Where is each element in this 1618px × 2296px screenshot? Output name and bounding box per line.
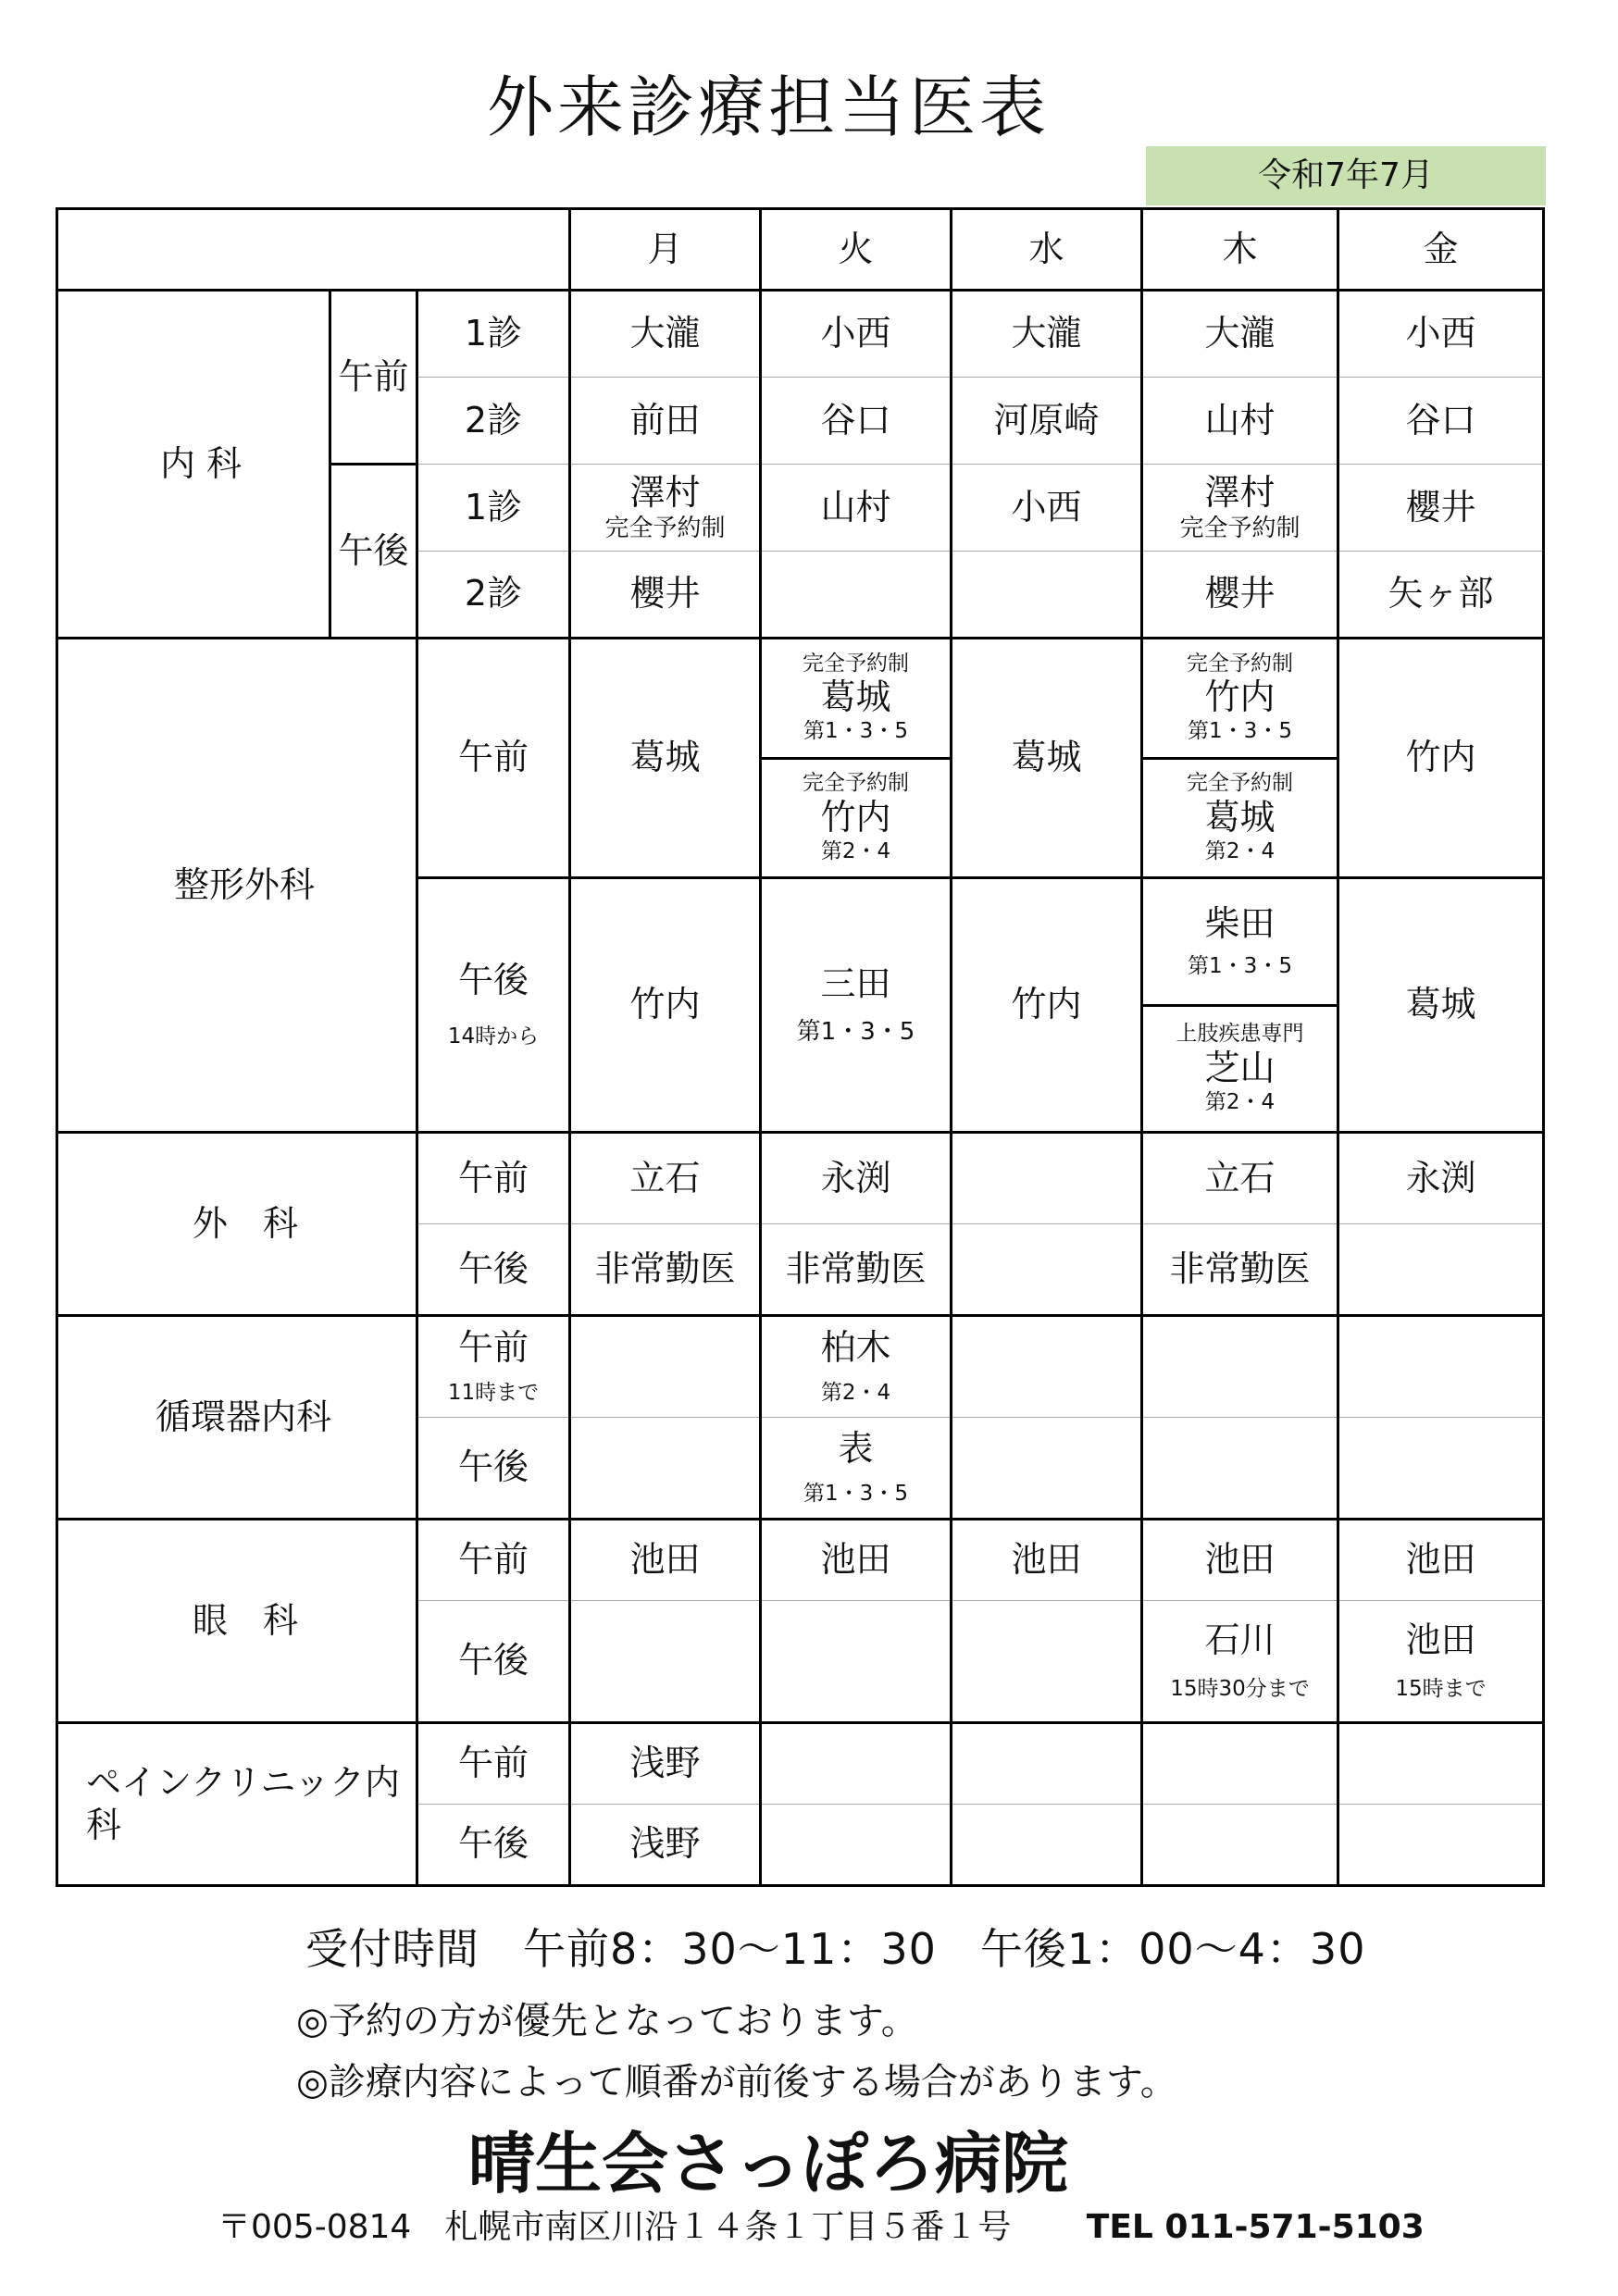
ganka-am-row (57, 1520, 1544, 1601)
naika-pm1-wed: 小西 (952, 465, 1142, 552)
week-note: 第1・3・5 (796, 1018, 915, 1047)
pain-am-label: 午前 (417, 1723, 570, 1805)
period-label: 午前 (457, 1327, 529, 1369)
seikei-am-tue (761, 639, 952, 878)
telephone[interactable]: TEL 011-571-5103 (1086, 2208, 1425, 2246)
reservation-note: 完全予約制 (604, 514, 726, 542)
geka-am-thu: 立石 (1142, 1133, 1338, 1224)
hospital-name: 晴生会さっぽろ病院 (467, 2125, 1068, 2203)
pain-pm-thu (1142, 1805, 1338, 1886)
naika-am1-wed: 大瀧 (952, 291, 1142, 378)
pain-am-thu (1142, 1723, 1338, 1805)
naika-am1-mon: 大瀧 (570, 291, 761, 378)
seikei-pm-fri: 葛城 (1338, 878, 1544, 1133)
doctor-name: 三田 (820, 962, 891, 1004)
naika-pm2-tue (761, 552, 952, 639)
doctor-name: 柏木 (820, 1327, 891, 1369)
dept-geka: 外 科 (57, 1133, 417, 1316)
naika-am2-mon: 前田 (570, 378, 761, 465)
junkan-am-tue (761, 1316, 952, 1418)
reservation-note: 完全予約制 (1187, 651, 1293, 676)
doctor-name: 池田 (1405, 1620, 1476, 1661)
time-note: 14時から (447, 1024, 540, 1049)
naika-slot1-pm: 1診 (417, 465, 570, 552)
note-order: ◎診療内容によって順番が前後する場合があります。 (296, 2061, 1177, 2104)
ganka-pm-label: 午後 (417, 1601, 570, 1723)
geka-pm-wed (952, 1224, 1142, 1316)
geka-pm-fri (1338, 1224, 1544, 1316)
naika-pm2-fri: 矢ヶ部 (1338, 552, 1544, 639)
page-title: 外来診療担当医表 (486, 68, 1050, 146)
day-wed: 水 (952, 209, 1142, 291)
seikei-am-wed: 葛城 (952, 639, 1142, 878)
pain-am-fri (1338, 1723, 1544, 1805)
ganka-am-tue: 池田 (761, 1520, 952, 1601)
time-note: 15時30分まで (1170, 1677, 1310, 1701)
naika-pm1-thu (1142, 465, 1338, 552)
reservation-note: 完全予約制 (803, 771, 909, 796)
doctor-name: 柴田 (1204, 902, 1276, 944)
day-mon: 月 (570, 209, 761, 291)
junkan-am-wed (952, 1316, 1142, 1418)
date-badge: 令和7年7月 (1146, 146, 1546, 205)
reservation-note: 完全予約制 (803, 651, 909, 676)
doctor-name: 表 (838, 1428, 874, 1470)
ganka-am-wed: 池田 (952, 1520, 1142, 1601)
address: 〒005-0814 札幌市南区川沿１４条１丁目５番１号 (218, 2208, 1012, 2246)
seikei-pm-mon: 竹内 (570, 878, 761, 1133)
naika-am2-fri: 谷口 (1338, 378, 1544, 465)
header-corner (57, 209, 570, 291)
seikei-pm-wed: 竹内 (952, 878, 1142, 1133)
geka-am-label: 午前 (417, 1133, 570, 1224)
naika-pm1-mon (570, 465, 761, 552)
naika-pm1-tue: 山村 (761, 465, 952, 552)
time-note: 11時まで (447, 1381, 540, 1405)
specialty-note: 上肢疾患専門 (1176, 1022, 1304, 1047)
geka-am-tue: 永渕 (761, 1133, 952, 1224)
junkan-pm-tue (761, 1418, 952, 1520)
geka-am-mon: 立石 (570, 1133, 761, 1224)
geka-pm-tue: 非常勤医 (761, 1224, 952, 1316)
week-note: 第2・4 (1204, 1089, 1276, 1114)
geka-am-row (57, 1133, 1544, 1224)
junkan-pm-label: 午後 (417, 1418, 570, 1520)
ganka-am-thu: 池田 (1142, 1520, 1338, 1601)
week-note: 第1・3・5 (803, 1482, 908, 1506)
doctor-name: 葛城 (1204, 796, 1276, 838)
pain-pm-wed (952, 1805, 1142, 1886)
pain-am-wed (952, 1723, 1142, 1805)
doctor-name: 澤村 (1204, 472, 1276, 514)
week-note: 第2・4 (820, 1381, 891, 1405)
naika-am1-fri: 小西 (1338, 291, 1544, 378)
junkan-am-fri (1338, 1316, 1544, 1418)
seikei-am-row (57, 639, 1544, 878)
junkan-am-row (57, 1316, 1544, 1418)
seikei-am-fri: 竹内 (1338, 639, 1544, 878)
naika-slot2-pm: 2診 (417, 552, 570, 639)
seikei-am-mon: 葛城 (570, 639, 761, 878)
seikei-pm-label (417, 878, 570, 1133)
naika-am2-tue: 谷口 (761, 378, 952, 465)
naika-am2-wed: 河原崎 (952, 378, 1142, 465)
doctor-name: 芝山 (1204, 1047, 1276, 1088)
week-note: 第2・4 (1204, 838, 1276, 863)
time-note: 15時まで (1395, 1677, 1487, 1701)
dept-ganka: 眼 科 (57, 1520, 417, 1723)
reservation-note: 完全予約制 (1187, 771, 1293, 796)
seikei-am-thu (1142, 639, 1338, 878)
naika-pm2-mon: 櫻井 (570, 552, 761, 639)
dept-junkan: 循環器内科 (57, 1316, 417, 1520)
dept-pain: ペインクリニック内科 (57, 1723, 417, 1886)
junkan-am-label (417, 1316, 570, 1418)
doctor-name: 葛城 (820, 676, 891, 718)
junkan-am-thu (1142, 1316, 1338, 1418)
naika-pm2-wed (952, 552, 1142, 639)
naika-pm-label: 午後 (330, 465, 417, 639)
naika-am1-row (57, 291, 1544, 378)
ganka-pm-fri (1338, 1601, 1544, 1723)
geka-pm-thu: 非常勤医 (1142, 1224, 1338, 1316)
geka-am-wed (952, 1133, 1142, 1224)
geka-pm-label: 午後 (417, 1224, 570, 1316)
week-note: 第1・3・5 (1188, 719, 1292, 744)
week-note: 第1・3・5 (803, 719, 908, 744)
naika-slot1-am: 1診 (417, 291, 570, 378)
pain-pm-mon: 浅野 (570, 1805, 761, 1886)
pain-am-mon: 浅野 (570, 1723, 761, 1805)
junkan-pm-fri (1338, 1418, 1544, 1520)
dept-seikei: 整形外科 (57, 639, 417, 1133)
doctor-name: 澤村 (629, 472, 701, 514)
junkan-pm-wed (952, 1418, 1142, 1520)
ganka-am-mon: 池田 (570, 1520, 761, 1601)
header-row (57, 209, 1544, 291)
naika-am1-thu: 大瀧 (1142, 291, 1338, 378)
reception-hours: 受付時間 午前8：30～11：30 午後1：00～4：30 (305, 1924, 1366, 1974)
naika-am1-tue: 小西 (761, 291, 952, 378)
day-fri: 金 (1338, 209, 1544, 291)
note-priority: ◎予約の方が優先となっております。 (296, 2000, 918, 2042)
ganka-am-label: 午前 (417, 1520, 570, 1601)
seikei-pm-tue (761, 878, 952, 1133)
ganka-pm-thu (1142, 1601, 1338, 1723)
seikei-pm-thu (1142, 878, 1338, 1133)
naika-slot2-am: 2診 (417, 378, 570, 465)
naika-pm2-thu: 櫻井 (1142, 552, 1338, 639)
geka-am-fri: 永渕 (1338, 1133, 1544, 1224)
address-line (218, 2201, 1618, 2248)
seikei-am-label: 午前 (417, 639, 570, 878)
day-tue: 火 (761, 209, 952, 291)
doctor-name: 竹内 (1204, 676, 1276, 718)
ganka-am-fri: 池田 (1338, 1520, 1544, 1601)
schedule-table (56, 207, 1545, 1887)
day-thu: 木 (1142, 209, 1338, 291)
pain-am-tue (761, 1723, 952, 1805)
ganka-pm-mon (570, 1601, 761, 1723)
naika-pm1-fri: 櫻井 (1338, 465, 1544, 552)
week-note: 第2・4 (820, 838, 891, 863)
junkan-am-mon (570, 1316, 761, 1418)
naika-am2-thu: 山村 (1142, 378, 1338, 465)
doctor-name: 竹内 (820, 796, 891, 838)
week-note: 第1・3・5 (1188, 954, 1292, 979)
ganka-pm-tue (761, 1601, 952, 1723)
junkan-pm-mon (570, 1418, 761, 1520)
pain-pm-tue (761, 1805, 952, 1886)
dept-naika: 内 科 (57, 291, 330, 639)
pain-am-row (57, 1723, 1544, 1805)
geka-pm-mon: 非常勤医 (570, 1224, 761, 1316)
junkan-pm-thu (1142, 1418, 1338, 1520)
ganka-pm-wed (952, 1601, 1142, 1723)
reservation-note: 完全予約制 (1179, 514, 1301, 542)
pain-pm-fri (1338, 1805, 1544, 1886)
naika-am-label: 午前 (330, 291, 417, 465)
pain-pm-label: 午後 (417, 1805, 570, 1886)
doctor-name: 石川 (1204, 1620, 1276, 1661)
period-label: 午後 (457, 960, 529, 1001)
